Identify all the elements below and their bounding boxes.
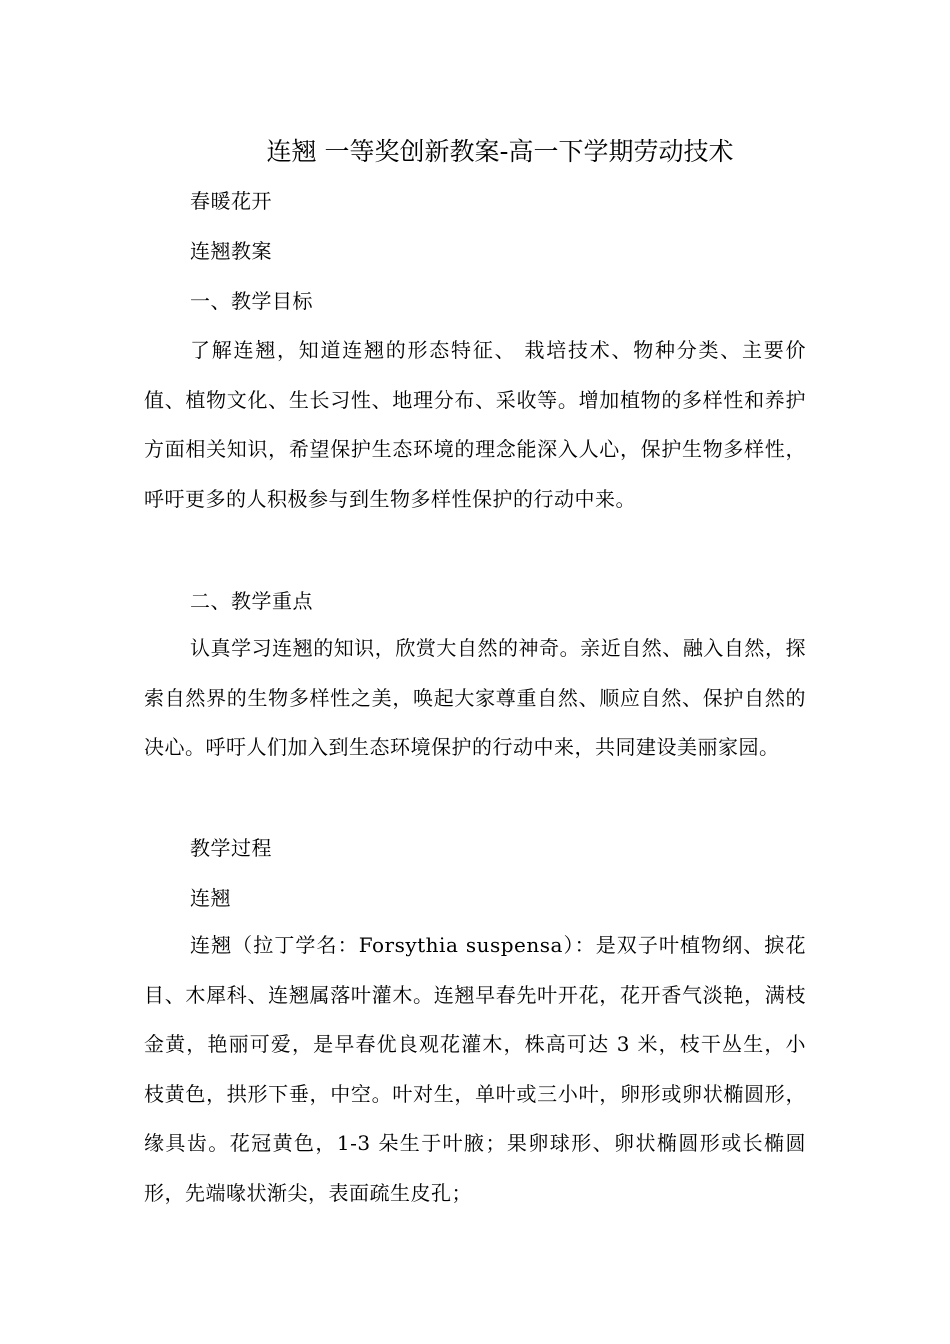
subtitle-spring: 春暖花开 xyxy=(190,189,272,213)
paragraph-forsythia-description: 连翘（拉丁学名：Forsythia suspensa）：是双子叶植物纲、捩花目、木犀科、连翘属落叶灌木。连翘早春先叶开花，花开香气淡艳，满枝金黄，艳丽可爱，是早春优良观花灌木，株高可达 3 米，枝干丛生，小枝黄色，拱形下垂，中空。叶对生，单叶或三小叶，卵形或卵状椭圆形，缘具齿。花冠黄色，1-3 朵生于叶腋；果卵球形、卵状椭圆形或长椭圆形，先端喙状渐尖，表面疏生皮孔； xyxy=(144,933,806,1205)
heading-teaching-objectives: 一、教学目标 xyxy=(190,289,313,313)
subtitle-lesson-plan: 连翘教案 xyxy=(190,239,272,263)
paragraph-teaching-objectives: 了解连翘，知道连翘的形态特征、 栽培技术、物种分类、主要价值、植物文化、生长习性、地理分布、采收等。增加植物的多样性和养护方面相关知识，希望保护生态环境的理念能深入人心，保护生物多样性，呼吁更多的人积极参与到生物多样性保护的行动中来。 xyxy=(144,338,806,511)
heading-teaching-key-points: 二、教学重点 xyxy=(190,589,313,613)
paragraph-teaching-key-points: 认真学习连翘的知识，欣赏大自然的神奇。亲近自然、融入自然，探索自然界的生物多样性之美，唤起大家尊重自然、顺应自然、保护自然的决心。呼吁人们加入到生态环境保护的行动中来，共同建设美丽家园。 xyxy=(144,636,806,759)
heading-teaching-process: 教学过程 xyxy=(190,836,272,860)
document-title: 连翘 一等奖创新教案-高一下学期劳动技术 xyxy=(266,137,734,166)
heading-forsythia: 连翘 xyxy=(190,886,231,910)
